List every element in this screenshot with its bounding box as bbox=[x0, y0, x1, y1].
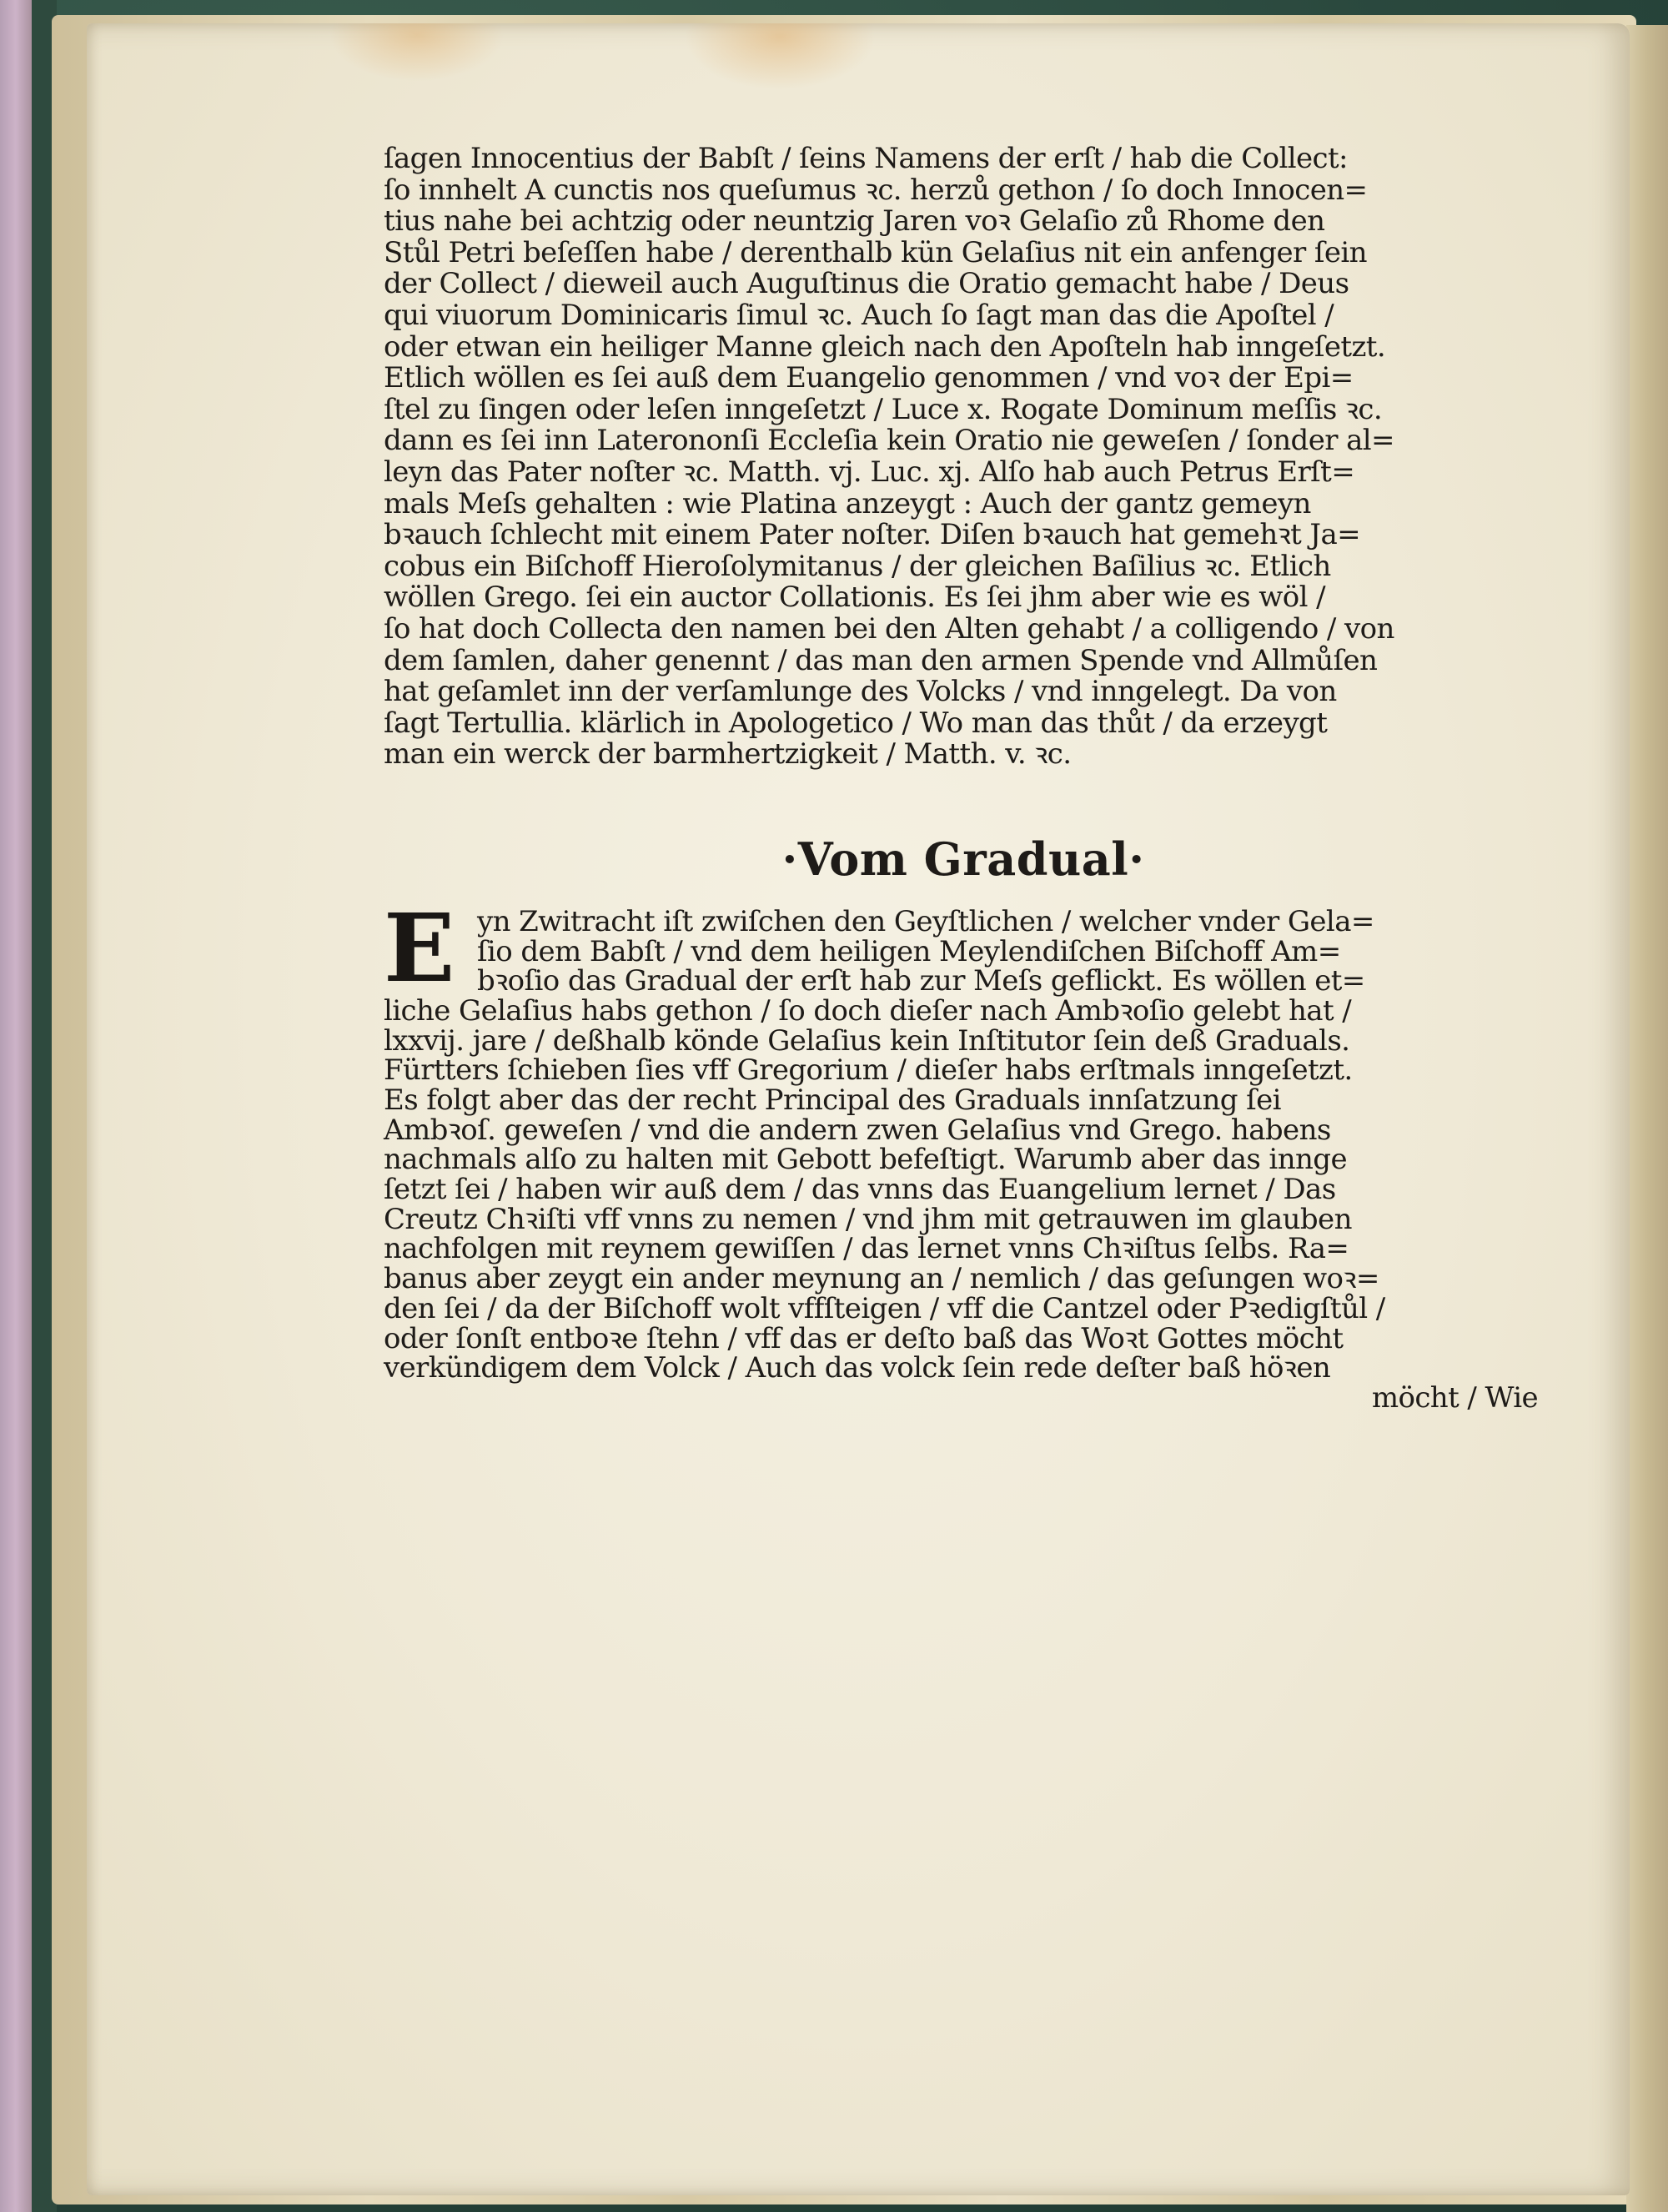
text-line: der Collect / dieweil auch Auguſtinus die Oratio gemacht habe / Deus bbox=[384, 267, 1349, 301]
text-line: ſio dem Babſt / vnd dem heiligen Meylendiſchen Biſchoff Am= bbox=[477, 934, 1341, 968]
text-line: wöllen Grego. ſei ein auctor Collationis. Es ſei jhm aber wie es wöl / bbox=[384, 581, 1325, 615]
text-line: den ſei / da der Biſchoff wolt vffſteigen / vff die Cantzel oder Pꝛedigſtůl / bbox=[384, 1291, 1385, 1325]
text-line: Fürtters ſchieben ſies vff Gregorium / dieſer habs erſtmals inngeſetzt. bbox=[384, 1053, 1353, 1088]
gradual-section bbox=[384, 893, 1543, 1415]
paper-stain bbox=[684, 23, 876, 90]
text-line: Creutz Chꝛiſti vff vnns zu nemen / vnd jhm mit getrauwen im glauben bbox=[384, 1202, 1352, 1236]
text-line: oder etwan ein heiliger Manne gleich nach den Apoſteln hab inngeſetzt. bbox=[384, 329, 1386, 364]
text-line: bꝛoſio das Gradual der erſt hab zur Meſs geflickt. Es wöllen et= bbox=[477, 964, 1365, 998]
text-line: nachfolgen mit reynem gewiſſen / das lernet vnns Chꝛiſtus ſelbs. Ra= bbox=[384, 1232, 1349, 1266]
text-line: dem ſamlen, daher genennt / das man den armen Spende vnd Allmůſen bbox=[384, 643, 1378, 677]
text-line: cobus ein Biſchoff Hieroſolymitanus / der gleichen Baſilius ꝛc. Etlich bbox=[384, 549, 1331, 583]
catchword: möcht / Wie bbox=[1371, 1380, 1538, 1415]
text-line: dann es ſei inn Laterononſi Eccleſia kein Oratio nie geweſen / ſonder al= bbox=[384, 424, 1394, 458]
text-line: ſtel zu ſingen oder leſen inngeſetzt / Luce x. Rogate Dominum meſſis ꝛc. bbox=[384, 392, 1383, 426]
endpaper-edge bbox=[0, 0, 32, 2212]
collect-section bbox=[384, 143, 1543, 771]
drop-initial: E bbox=[384, 893, 455, 1003]
paper-stain bbox=[329, 23, 505, 82]
page-text bbox=[384, 143, 1543, 1414]
text-line: liche Gelaſius habs gethon / ſo doch dieſer nach Ambꝛoſio gelebt hat / bbox=[384, 993, 1352, 1028]
text-line: leyn das Pater noſter ꝛc. Matth. vj. Luc. xj. Alſo hab auch Petrus Erſt= bbox=[384, 455, 1355, 489]
text-line: Ambꝛoſ. geweſen / vnd die andern zwen Gelaſius vnd Grego. habens bbox=[384, 1113, 1331, 1147]
right-page-edges bbox=[1626, 25, 1668, 2212]
text-line: ſo innhelt A cunctis nos queſumus ꝛc. herzů gethon / ſo doch Innocen= bbox=[384, 173, 1368, 207]
text-line: nachmals alſo zu halten mit Gebott befeſtigt. Warumb aber das innge bbox=[384, 1143, 1347, 1177]
text-line: Stůl Petri beſeſſen habe / derenthalb kün Gelaſius nit ein anfenger ſein bbox=[384, 235, 1367, 269]
text-line: bꝛauch ſchlecht mit einem Pater noſter. Diſen bꝛauch hat gemehꝛt Ja= bbox=[384, 518, 1361, 552]
text-line: Es folgt aber das der recht Principal des Graduals innſatzung ſei bbox=[384, 1083, 1281, 1117]
section-heading: ·Vom Gradual· bbox=[781, 832, 1145, 886]
text-line: yn Zwitracht iſt zwiſchen den Geyſtlichen / welcher vnder Gela= bbox=[477, 904, 1374, 938]
text-line: ſagen Innocentius der Babſt / ſeins Namens der erſt / hab die Collect: bbox=[384, 142, 1348, 175]
text-line: man ein werck der barmhertzigkeit / Matth. v. ꝛc. bbox=[384, 737, 1072, 772]
text-line: banus aber zeygt ein ander meynung an / nemlich / das geſungen woꝛ= bbox=[384, 1262, 1379, 1296]
text-line: ſagt Tertullia. klärlich in Apologetico / Wo man das thůt / da erzeygt bbox=[384, 706, 1328, 740]
text-line: lxxvij. jare / deßhalb könde Gelaſius kein Inſtitutor ſein deß Graduals. bbox=[384, 1023, 1350, 1058]
text-line: ſo hat doch Collecta den namen bei den Alten gehabt / a colligendo / von bbox=[384, 611, 1394, 646]
text-line: ſetzt ſei / haben wir auß dem / das vnns das Euangelium lernet / Das bbox=[384, 1173, 1336, 1207]
text-line: qui viuorum Dominicaris ſimul ꝛc. Auch ſo ſagt man das die Apoſtel / bbox=[384, 298, 1334, 332]
text-line: mals Meſs gehalten : wie Platina anzeygt : Auch der gantz gemeyn bbox=[384, 486, 1311, 520]
text-line: hat geſamlet inn der verſamlunge des Volcks / vnd inngelegt. Da von bbox=[384, 675, 1337, 709]
drop-initial-block bbox=[384, 893, 1543, 1003]
text-line: verkündigem dem Volck / Auch das volck ſein rede deſter baß höꝛen bbox=[384, 1351, 1331, 1385]
text-line: tius nahe bei achtzig oder neuntzig Jaren voꝛ Gelaſio zů Rhome den bbox=[384, 204, 1325, 239]
text-line: oder ſonſt entboꝛe ſtehn / vff das er deſto baß das Woꝛt Gottes möcht bbox=[384, 1321, 1344, 1355]
text-line: Etlich wöllen es ſei auß dem Euangelio genommen / vnd voꝛ der Epi= bbox=[384, 361, 1354, 395]
